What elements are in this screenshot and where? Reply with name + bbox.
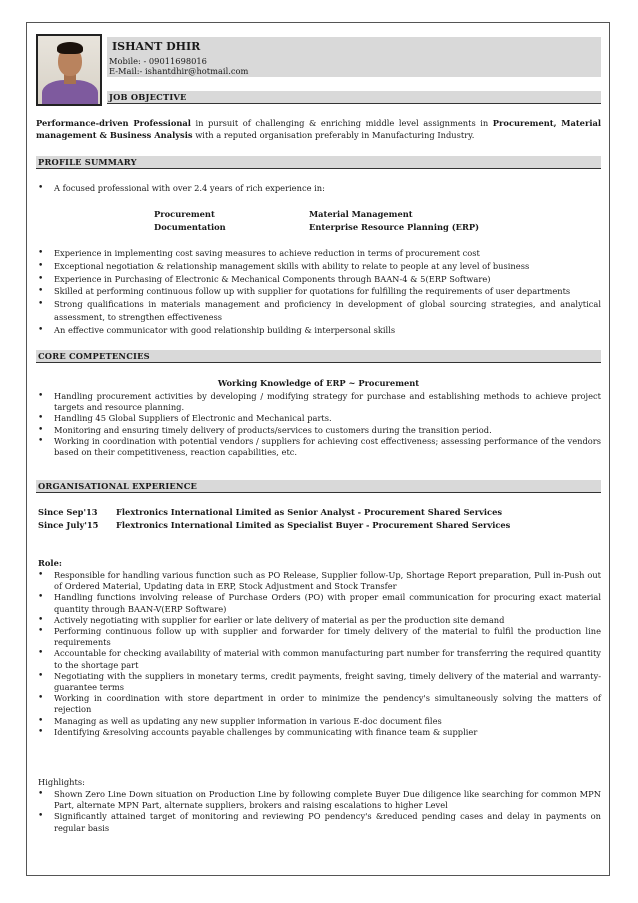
area-right-1: Material Management <box>309 209 413 219</box>
list-item: • Performing continuous follow up with supplier and forwarder for timely delivery of the material to fulfil the production line requirements <box>38 626 601 648</box>
role-responsibilities-list <box>38 570 601 738</box>
contact-header <box>107 37 601 77</box>
job-objective-text: Performance-driven Professional in pursuit of challenging & enriching middle level assignments in Procurement, Material management & Business Analysis with a reputed organisation preferably in Manufacturing Industry. <box>36 118 601 140</box>
list-item: • Handling procurement activities by developing / modifying strategy for purchase and establishing methods to achieve project targets and resource planning. <box>38 391 601 413</box>
list-item: • Working in coordination with store department in order to minimize the pendency's simultaneously solving the matters of rejection <box>38 693 601 715</box>
list-item: • Handling functions involving release of Purchase Orders (PO) with proper email communication for procuring exact material quantity through BAAN-V(ERP Software) <box>38 592 601 614</box>
list-item: • Monitoring and ensuring timely delivery of products/services to customers during the transition period. <box>38 425 601 436</box>
area-right-2: Enterprise Resource Planning (ERP) <box>309 222 480 232</box>
list-item: • An effective communicator with good relationship building & interpersonal skills <box>38 324 601 337</box>
list-item: • Accountable for checking availability of material with common manufacturing part number for transferring the required quantity to the shortage part <box>38 648 601 670</box>
profile-intro <box>38 183 601 194</box>
list-item: • Managing as well as updating any new supplier information in various E-doc document files <box>38 716 601 727</box>
list-item: • Significantly attained target of monitoring and reviewing PO pendency's &reduced pending cases and delay in payments on regular basis <box>38 811 601 833</box>
area-left-2: Documentation <box>154 222 226 232</box>
section-header-organisational-experience: ORGANISATIONAL EXPERIENCE <box>36 480 601 493</box>
role-1-detail: Flextronics International Limited as Senior Analyst - Procurement Shared Services <box>116 507 503 517</box>
list-item: • Skilled at performing continuous follow up with supplier for quotations for fulfilling the requirements of user departments <box>38 285 601 298</box>
list-item: • A focused professional with over 2.4 years of rich experience in: <box>38 183 601 194</box>
profile-summary-list <box>38 247 601 337</box>
list-item: • Actively negotiating with supplier for earlier or late delivery of material as per the production site demand <box>38 615 601 626</box>
role-label: Role: <box>38 558 62 568</box>
role-2-detail: Flextronics International Limited as Specialist Buyer - Procurement Shared Services <box>116 520 511 530</box>
role-2-since: Since July'15 <box>38 520 99 530</box>
list-item: • Exceptional negotiation & relationship management skills with ability to relate to people at any level of business <box>38 260 601 273</box>
list-item: • Handling 45 Global Suppliers of Electronic and Mechanical parts. <box>38 413 601 424</box>
list-item: • Negotiating with the suppliers in monetary terms, credit payments, freight saving, timely delivery of the material and warranty-guarantee terms <box>38 671 601 693</box>
highlights-label: Highlights: <box>38 777 85 787</box>
list-item: • Identifying &resolving accounts payable challenges by communicating with finance team & supplier <box>38 727 601 738</box>
area-left-1: Procurement <box>154 209 215 219</box>
list-item: • Experience in implementing cost saving measures to achieve reduction in terms of procurement cost <box>38 247 601 260</box>
role-1-since: Since Sep'13 <box>38 507 98 517</box>
list-item: • Responsible for handling various function such as PO Release, Supplier follow-Up, Shortage Report preparation, Pull in-Push out of Ordered Material, Updating data in ERP, Stock Adjustment and Stock Transfer <box>38 570 601 592</box>
list-item: • Shown Zero Line Down situation on Production Line by following complete Buyer Due diligence like searching for common MPN Part, alternate MPN Part, alternate suppliers, brokers and raising escalations to higher Level <box>38 789 601 811</box>
section-header-job-objective: JOB OBJECTIVE <box>107 91 601 104</box>
core-competencies-list <box>38 391 601 458</box>
mobile-number: Mobile: - 09011698016 <box>109 56 207 66</box>
core-competencies-heading: Working Knowledge of ERP ~ Procurement <box>217 378 420 388</box>
list-item: • Strong qualifications in materials management and proficiency in development of global sourcing strategies, and analytical assessment, to strengthen effectiveness <box>38 298 601 324</box>
list-item: • Experience in Purchasing of Electronic & Mechanical Components through BAAN-4 & 5(ERP Software) <box>38 273 601 286</box>
email-address: E-Mail:- ishantdhir@hotmail.com <box>109 66 249 76</box>
section-header-core-competencies: CORE COMPETENCIES <box>36 350 601 363</box>
candidate-name: ISHANT DHIR <box>112 40 201 53</box>
list-item: • Working in coordination with potential vendors / suppliers for achieving cost effectiveness; assessing performance of the vendors based on their competitiveness, reaction capabilities, etc. <box>38 436 601 458</box>
highlights-list <box>38 789 601 834</box>
profile-photo <box>36 34 102 106</box>
section-header-profile-summary: PROFILE SUMMARY <box>36 156 601 169</box>
